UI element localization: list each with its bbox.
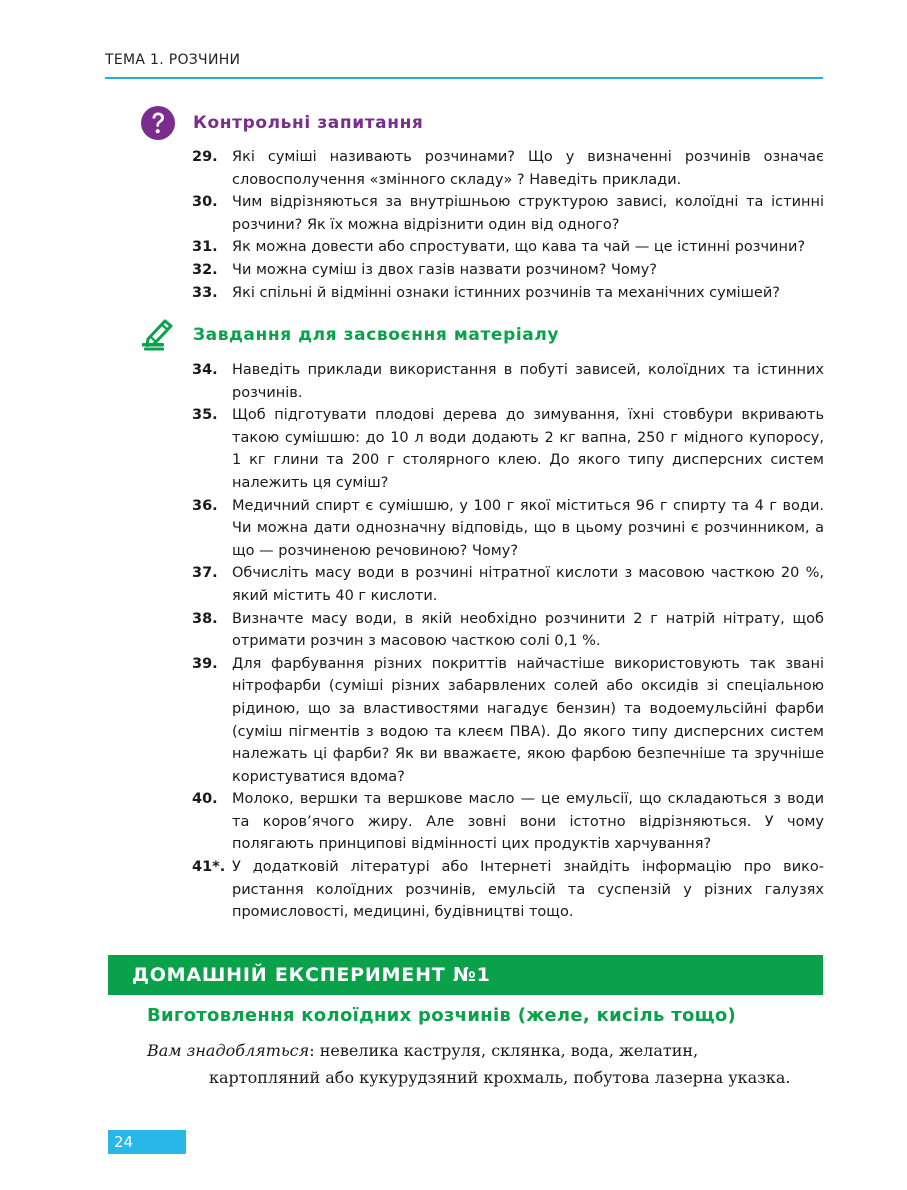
item-number: 29. xyxy=(192,149,218,165)
questions-list xyxy=(192,146,824,304)
list-item xyxy=(192,856,824,924)
materials-continuation: картопляний або кукурудзяний крохмаль, побутова лазерна указка. xyxy=(209,1068,791,1087)
item-text: Які суміші називають розчинами? Що у визначенні розчинів означає словосполучення «змінного складу» ? Наведіть приклади. xyxy=(232,149,824,188)
item-number: 36. xyxy=(192,497,218,514)
list-item xyxy=(192,236,824,259)
running-header: ТЕМА 1. РОЗЧИНИ xyxy=(105,52,241,68)
item-text: Щоб підготувати плодові дерева до зимування, їхні стовбури вкривають такою сумішшю: до 10 л води додають 2 кг вапна, 250 г мідного купоросу, 1 кг глини та 200 г столярного клею. До якого типу дисперсних систем належить ця суміш? xyxy=(232,407,824,491)
item-text: Обчисліть масу води в розчині нітратної кислоти з масовою часткою 20 %, який містить 40 г кислоти. xyxy=(232,565,824,604)
list-item xyxy=(192,146,824,191)
list-item xyxy=(192,788,824,856)
item-number: 30. xyxy=(192,194,218,211)
item-number: 34. xyxy=(192,362,218,378)
item-number: 38. xyxy=(192,610,218,627)
item-number: 33. xyxy=(192,284,218,301)
questions-heading xyxy=(140,105,423,141)
item-text: У додатковій літературі або Інтернеті знайдіть інформацію про використання колоїдних розчинів, емульсій та суспензій у різних галузях промисловості, медицині, будівництві тощо. xyxy=(232,859,824,921)
tasks-heading xyxy=(140,317,559,353)
item-text: Чим відрізняються за внутрішньою структурою зависі, колоїдні та істинні розчини? Як їх можна відрізнити один від одного? xyxy=(232,194,824,233)
item-number: 31. xyxy=(192,239,218,256)
item-number: 35. xyxy=(192,407,218,424)
page-number: 24 xyxy=(108,1130,186,1154)
item-text: Для фарбування різних покриттів найчастіше використовують так звані нітрофарби (суміші різних забарвлених солей або оксидів зі спеціальною рідиною, що за властивостями нагадує бензин) та водоемульсійні фарби (суміш пігментів з водою та клеєм ПВА). До якого типу дисперсних систем належать ці фарби? Як ви вважаєте, якою фарбою безпечніше та зручніше користуватися вдома? xyxy=(232,655,824,785)
item-text: Наведіть приклади використання в побуті зависей, колоїдних та істинних розчинів. xyxy=(232,362,824,401)
list-item xyxy=(192,191,824,236)
experiment-banner-title: ДОМАШНІЙ ЕКСПЕРИМЕНТ №1 xyxy=(132,964,491,986)
list-item xyxy=(192,608,824,653)
questions-title: Контрольні запитання xyxy=(193,113,424,133)
list-item xyxy=(192,404,824,494)
list-item xyxy=(192,282,824,305)
experiment-materials xyxy=(147,1037,823,1091)
item-text: Молоко, вершки та вершкове масло — це емульсії, що складаються з води та коров’ячого жиру. Але зовні вони істотно відрізняються. У чому полягають принципові відмінності цих продуктів харчування? xyxy=(232,791,824,853)
item-text: Чи можна суміш із двох газів назвати розчином? Чому? xyxy=(232,261,657,278)
item-number: 37. xyxy=(192,565,218,582)
header-rule xyxy=(105,77,823,79)
list-item xyxy=(192,359,824,404)
list-item xyxy=(192,495,824,563)
list-item xyxy=(192,562,824,607)
experiment-banner xyxy=(108,955,823,995)
item-text: Визначте масу води, в якій необхідно розчинити 2 г натрій нітрату, щоб отримати розчин з масовою часткою солі 0,1 %. xyxy=(232,610,824,650)
question-circle-icon xyxy=(140,105,176,141)
materials-first-line-text: : невелика каструля, склянка, вода, желатин, xyxy=(309,1041,699,1060)
materials-lead: Вам знадобляться xyxy=(147,1041,310,1060)
item-number: 40. xyxy=(192,791,218,808)
list-item xyxy=(192,653,824,789)
list-item xyxy=(192,259,824,282)
pencil-notebook-icon xyxy=(140,317,176,353)
item-text: Медичний спирт є сумішшю, у 100 г якої міститься 96 г спирту та 4 г води. Чи можна дати однозначну відповідь, що в цьому розчині є розчинником, а що — розчиненою речовиною? Чому? xyxy=(232,497,824,559)
item-number: 39. xyxy=(192,655,218,672)
experiment-subtitle: Виготовлення колоїдних розчинів (желе, кисіль тощо) xyxy=(147,1005,737,1026)
materials-first-line xyxy=(147,1037,823,1064)
item-number: 41*. xyxy=(192,859,226,876)
item-text: Як можна довести або спростувати, що кава та чай — це істинні розчини? xyxy=(232,239,806,256)
item-number: 32. xyxy=(192,261,218,278)
tasks-list xyxy=(192,359,824,924)
item-text: Які спільні й відмінні ознаки істинних розчинів та механічних сумішей? xyxy=(232,284,780,301)
tasks-title: Завдання для засвоєння матеріалу xyxy=(193,325,560,345)
